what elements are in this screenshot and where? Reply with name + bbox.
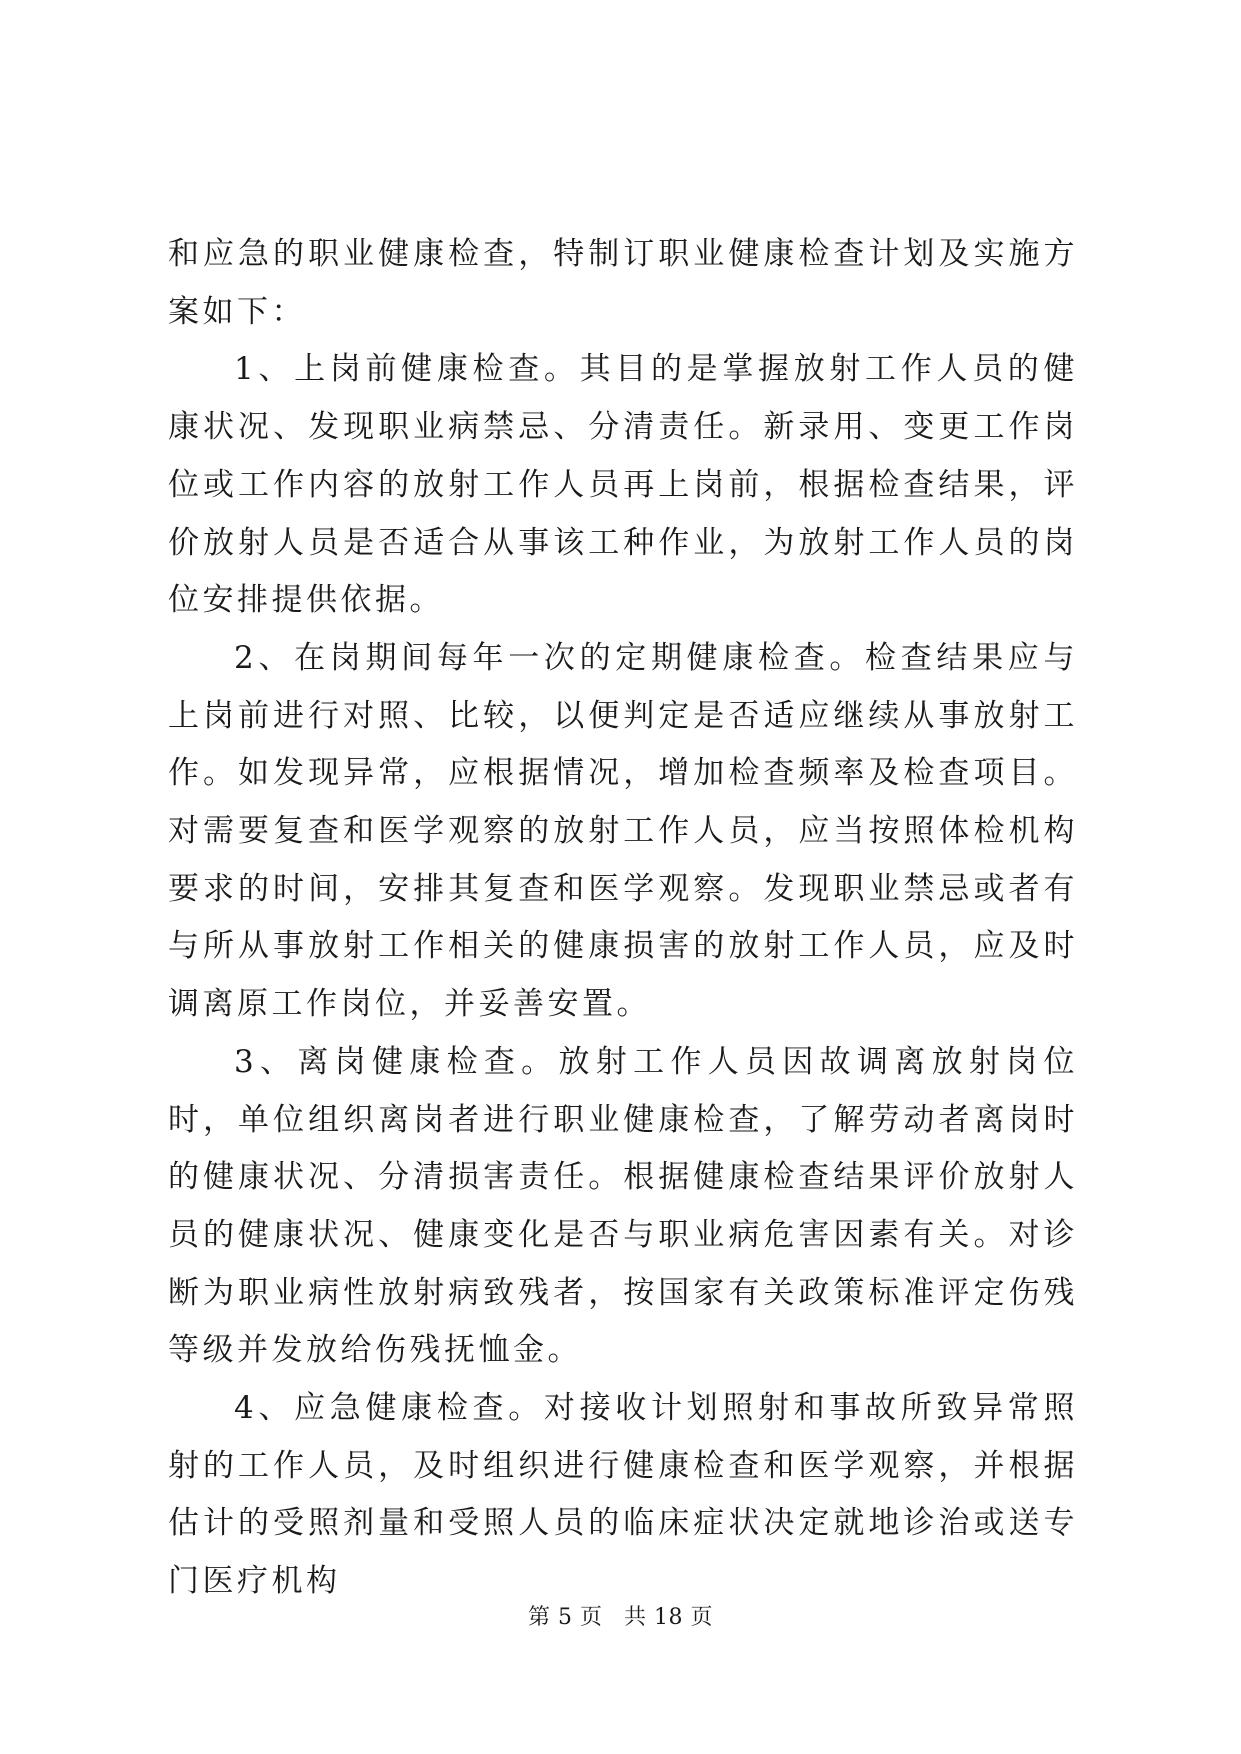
page-total: 共 18 页: [624, 1605, 713, 1630]
paragraph-continuation: 和应急的职业健康检查，特制订职业健康检查计划及实施方案如下：: [168, 236, 1078, 330]
document-body: [168, 226, 1078, 1611]
page-number: 第 5 页: [528, 1605, 603, 1630]
paragraph-emergency-exam: 4、应急健康检查。对接收计划照射和事故所致异常照射的工作人员，及时组织进行健康检查和医学观察，并根据估计的受照剂量和受照人员的临床症状决定就地诊治或送专门医疗机构: [168, 1390, 1078, 1600]
paragraph-pre-employment-exam: 1、上岗前健康检查。其目的是掌握放射工作人员的健康状况、发现职业病禁忌、分清责任。新录用、变更工作岗位或工作内容的放射工作人员再上岗前，根据检查结果，评价放射人员是否适合从事该工种作业，为放射工作人员的岗位安排提供依据。: [168, 351, 1078, 619]
page-footer: [0, 1603, 1241, 1633]
paragraph-departure-exam: 3、离岗健康检查。放射工作人员因故调离放射岗位时，单位组织离岗者进行职业健康检查，了解劳动者离岗时的健康状况、分清损害责任。根据健康检查结果评价放射人员的健康状况、健康变化是否与职业病危害因素有关。对诊断为职业病性放射病致残者，按国家有关政策标准评定伤残等级并发放给伤残抚恤金。: [168, 1043, 1078, 1369]
paragraph-periodic-exam: 2、在岗期间每年一次的定期健康检查。检查结果应与上岗前进行对照、比较，以便判定是否适应继续从事放射工作。如发现异常，应根据情况，增加检查频率及检查项目。对需要复查和医学观察的放射工作人员，应当按照体检机构要求的时间，安排其复查和医学观察。发现职业禁忌或者有与所从事放射工作相关的健康损害的放射工作人员，应及时调离原工作岗位，并妥善安置。: [168, 639, 1078, 1023]
